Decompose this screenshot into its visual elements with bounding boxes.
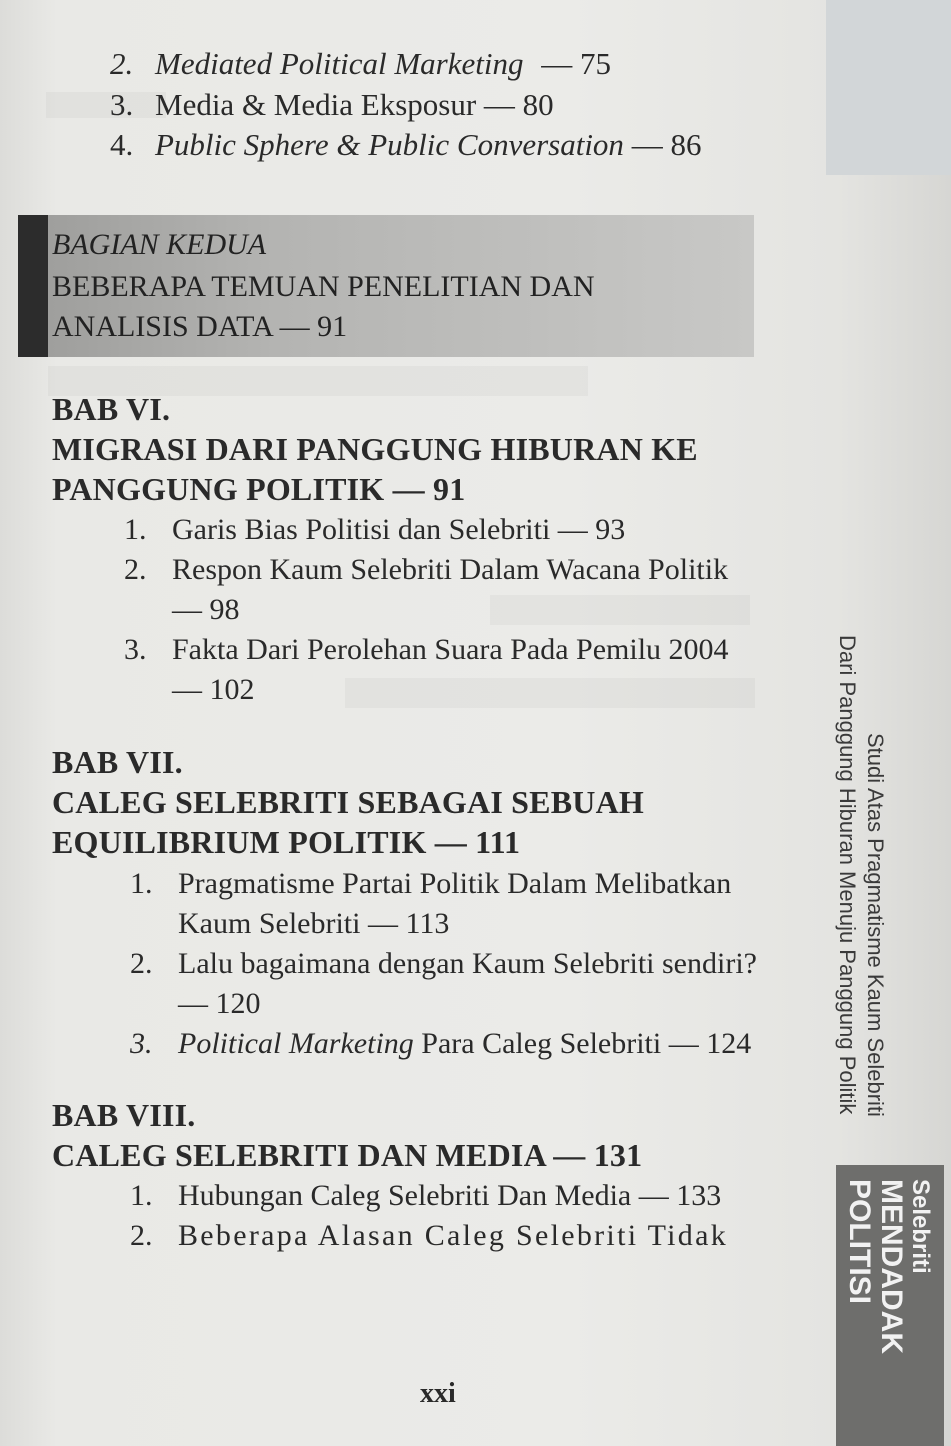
bab8-title-1: CALEG SELEBRITI DAN MEDIA — 131 bbox=[52, 1137, 643, 1173]
banner-bar bbox=[18, 215, 48, 357]
bab7-item-1: 1. bbox=[130, 867, 153, 900]
bab6-item-2: 2. bbox=[124, 553, 147, 586]
bab6-title-1: MIGRASI DARI PANGGUNG HIBURAN KE bbox=[52, 431, 698, 467]
spine-title-3: POLITISI bbox=[843, 1179, 876, 1305]
toc-item-2: 2. Mediated Political Marketing — 75 bbox=[110, 46, 611, 81]
bab6-label: BAB VI. bbox=[52, 391, 171, 427]
bab6-title-2: PANGGUNG POLITIK — 91 bbox=[52, 471, 466, 507]
bleed-through-4 bbox=[345, 678, 755, 708]
bab7-item-2-text: Lalu bagaimana dengan Kaum Selebriti sendiri? bbox=[178, 947, 757, 980]
banner-title-2: ANALISIS DATA — 91 bbox=[52, 310, 348, 343]
bab6-item-1-text: Garis Bias Politisi dan Selebriti — 93 bbox=[172, 513, 626, 546]
bab7-item-3-rest: Para Caleg Selebriti — 124 bbox=[413, 1027, 752, 1060]
bab7-item-1-text: Pragmatisme Partai Politik Dalam Melibatkan bbox=[178, 867, 732, 900]
bab7-item-2-page: — 120 bbox=[178, 987, 261, 1020]
bab7-item-1-page: Kaum Selebriti — 113 bbox=[178, 907, 450, 940]
bab7-item-2: 2. bbox=[130, 947, 153, 980]
bab7-item-3-italic: Political Marketing bbox=[178, 1027, 414, 1060]
bab7-title-2: EQUILIBRIUM POLITIK — 111 bbox=[52, 824, 521, 860]
part-banner bbox=[18, 215, 754, 357]
bab6-item-2-page: — 98 bbox=[172, 593, 240, 626]
bab8-item-1: 1. bbox=[130, 1179, 153, 1212]
bab8-item-1-text: Hubungan Caleg Selebriti Dan Media — 133 bbox=[178, 1179, 722, 1212]
bab7-title-1: CALEG SELEBRITI SEBAGAI SEBUAH bbox=[52, 784, 644, 820]
spine-highlight bbox=[826, 0, 951, 175]
bab6-item-2-text: Respon Kaum Selebriti Dalam Wacana Politik bbox=[172, 553, 729, 586]
spine-subtitle-1: Studi Atas Pragmatisme Kaum Selebriti bbox=[863, 733, 888, 1117]
spine-title-1: Selebriti bbox=[907, 1179, 934, 1274]
bab8-item-2: 2. bbox=[130, 1219, 153, 1252]
bleed-through-3 bbox=[490, 595, 750, 625]
bab6-item-3-text: Fakta Dari Perolehan Suara Pada Pemilu 2004 bbox=[172, 633, 729, 666]
spine-subtitle-2: Dari Panggung Hiburan Menuju Panggung Politik bbox=[835, 635, 860, 1115]
bab6-item-3: 3. bbox=[124, 633, 147, 666]
bab7-label: BAB VII. bbox=[52, 744, 183, 780]
banner-part-label: BAGIAN KEDUA bbox=[52, 228, 267, 261]
bab8-item-2-text: Beberapa Alasan Caleg Selebriti Tidak bbox=[178, 1219, 729, 1252]
toc-item-4: 4. Public Sphere & Public Conversation — 86 bbox=[110, 127, 702, 162]
toc-item-3: 3. Media & Media Eksposur — 80 bbox=[110, 87, 554, 122]
page-number: xxi bbox=[420, 1378, 456, 1409]
spine-title-box bbox=[836, 1165, 944, 1446]
bab7-item-3-text bbox=[178, 1026, 751, 1062]
bab6-item-1: 1. bbox=[124, 513, 147, 546]
bab8-label: BAB VIII. bbox=[52, 1097, 196, 1133]
spine-title-2: MENDADAK bbox=[875, 1179, 908, 1354]
spine-subtitle bbox=[828, 635, 896, 1145]
bab7-item-3: 3. bbox=[130, 1027, 153, 1060]
bab6-item-3-page: — 102 bbox=[172, 673, 255, 706]
banner-title-1: BEBERAPA TEMUAN PENELITIAN DAN bbox=[52, 270, 595, 303]
